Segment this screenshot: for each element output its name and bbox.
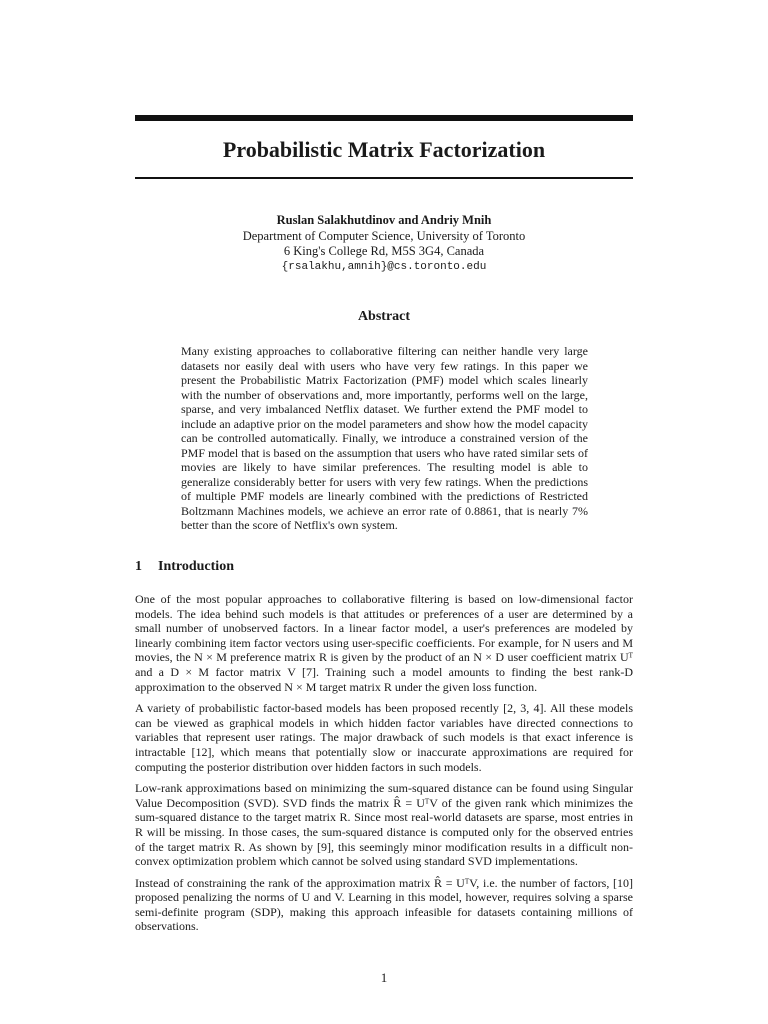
body-paragraph: A variety of probabilistic factor-based models has been proposed recently [2, 3, 4]. All these models can be viewed as graphical models in which hidden factor variables have directed connections to variables that represent user ratings. The major drawback of such models is that exact inference is intractable [12], which means that potentially slow or inaccurate approximations are required for computing the posterior distribution over hidden factors in such models.	[135, 701, 633, 774]
body-paragraph: One of the most popular approaches to collaborative filtering is based on low-dimensional factor models. The idea behind such models is that attitudes or preferences of a user are determined by a small number of unobserved factors. In a linear factor model, a user's preferences are modeled by linearly combining item factor vectors using user-specific coefficients. For example, for N users and M movies, the N × M preference matrix R is given by the product of an N × D user coefficient matrix Uᵀ and a D × M factor matrix V [7]. Training such a model amounts to finding the best rank-D approximation to the observed N × M target matrix R under the given loss function.	[135, 592, 633, 694]
author-block	[135, 213, 633, 275]
author-address: 6 King's College Rd, M5S 3G4, Canada	[283, 244, 485, 258]
page-number: 1	[380, 970, 388, 985]
abstract-heading: Abstract	[357, 309, 411, 324]
author-email: {rsalakhu,amnih}@cs.toronto.edu	[281, 260, 487, 273]
body-paragraph: Instead of constraining the rank of the approximation matrix R̂ = UᵀV, i.e. the number of factors, [10] proposed penalizing the norms of U and V. Learning in this model, however, requires solving a sparse semi-definite program (SDP), making this approach infeasible for datasets containing millions of observations.	[135, 875, 633, 934]
body-paragraph: Low-rank approximations based on minimizing the sum-squared distance can be found using Singular Value Decomposition (SVD). SVD finds the matrix R̂ = UᵀV of the given rank which minimizes the sum-squared distance to the target matrix R. Since most real-world datasets are sparse, most entries in R will be missing. In those cases, the sum-squared distance is computed only for the observed entries of the target matrix R. As shown by [9], this seemingly minor modification results in a difficult non-convex optimization problem which cannot be solved using standard SVD implementations.	[135, 781, 633, 869]
section-title: Introduction	[158, 559, 234, 574]
title-bottom-rule	[135, 177, 633, 179]
author-affiliation: Department of Computer Science, University of Toronto	[242, 228, 526, 243]
author-names: Ruslan Salakhutdinov and Andriy Mnih	[276, 213, 492, 227]
paper-title: Probabilistic Matrix Factorization	[222, 137, 546, 162]
section-heading	[135, 559, 234, 575]
section-number: 1	[135, 559, 142, 574]
abstract-text: Many existing approaches to collaborative filtering can neither handle very large datasets nor easily deal with users who have very few ratings. In this paper we present the Probabilistic Matrix Factorization (PMF) model which scales linearly with the number of observations and, more importantly, performs well on the large, sparse, and very imbalanced Netflix dataset. We further extend the PMF model to include an adaptive prior on the model parameters and show how the model capacity can be controlled automatically. Finally, we introduce a constrained version of the PMF model that is based on the assumption that users who have rated similar sets of movies are likely to have similar preferences. The resulting model is able to generalize considerably better for users with very few ratings. When the predictions of multiple PMF models are linearly combined with the predictions of Restricted Boltzmann Machines models, we achieve an error rate of 0.8861, that is nearly 7% better than the score of Netflix's own system.	[181, 344, 588, 532]
section-body	[135, 592, 633, 941]
title-top-rule	[135, 115, 633, 121]
